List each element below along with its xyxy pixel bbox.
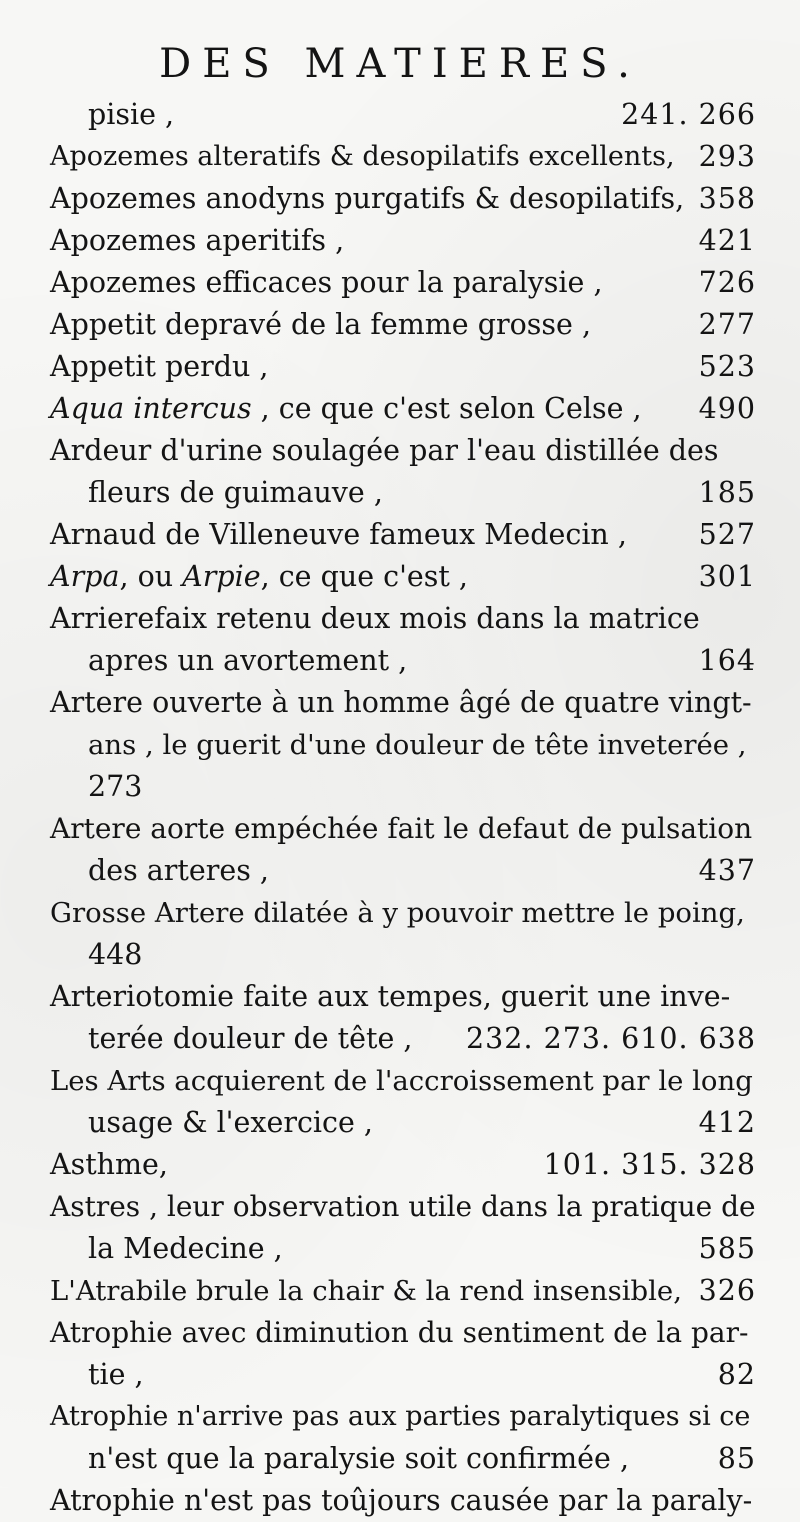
entry-text <box>50 1186 756 1228</box>
entry-text <box>50 1060 753 1102</box>
index-line <box>50 1480 756 1522</box>
entry-page-numbers: 326 <box>698 1274 756 1307</box>
entry-page-numbers: 437 <box>698 854 756 887</box>
entry-text-part: apres un avortement , <box>88 644 408 677</box>
index-line <box>50 1018 756 1060</box>
entry-text <box>50 430 719 472</box>
entry-text <box>50 556 468 598</box>
entry-page-numbers: 185 <box>698 476 756 509</box>
entry-text-part: , ou <box>119 560 183 593</box>
index-line <box>50 262 756 304</box>
entry-text-part: des arteres , <box>88 854 269 887</box>
entry-text-part: Artere aorte empéchée fait le defaut de pulsation <box>50 812 753 845</box>
entry-text-part: la Medecine , <box>88 1232 283 1265</box>
entry-text <box>88 724 747 766</box>
entry-text <box>50 136 675 178</box>
index-line <box>50 1186 756 1228</box>
entry-text-part: ans , le guerit d'une douleur de tête inveterée , <box>88 729 747 761</box>
entry-text-part: Grosse Artere dilatée à y pouvoir mettre le poing, <box>50 897 745 929</box>
entry-text-part: , ce que c'est , <box>260 560 468 593</box>
entry-text <box>50 514 627 556</box>
index-line <box>50 976 756 1018</box>
entry-text <box>50 1480 752 1522</box>
entry-text-part: Arrierefaix retenu deux mois dans la matrice <box>50 602 700 635</box>
index-line <box>50 1102 756 1144</box>
index-line <box>50 1396 756 1438</box>
entry-text-part: Apozemes alteratifs & desopilatifs excellents, <box>50 141 675 172</box>
entry-text-part: Arnaud de Villeneuve fameux Medecin , <box>50 518 627 551</box>
entry-italic-term: Arpa <box>50 560 120 593</box>
entry-text-part: 448 <box>88 938 143 971</box>
entry-text <box>88 640 407 682</box>
index-entries <box>50 94 756 1522</box>
index-line <box>50 94 756 136</box>
index-line <box>50 430 756 472</box>
entry-text <box>50 976 730 1018</box>
index-line <box>50 598 756 640</box>
entry-text-part: L'Atrabile brule la chair & la rend insensible, <box>50 1275 682 1307</box>
entry-text-part: Appetit depravé de la femme grosse , <box>50 308 591 341</box>
entry-text <box>88 850 269 892</box>
page-header: DES MATIERES. <box>159 41 641 87</box>
index-line <box>50 178 756 220</box>
index-line <box>50 220 756 262</box>
entry-text <box>50 304 591 346</box>
entry-text-part: Artere ouverte à un homme âgé de quatre vingt- <box>50 686 752 719</box>
index-line <box>50 346 756 388</box>
index-line <box>50 850 756 892</box>
entry-page-numbers: 726 <box>698 266 756 299</box>
entry-text <box>50 1270 682 1312</box>
entry-text-part: Atrophie avec diminution du sentiment de la par- <box>50 1316 749 1349</box>
entry-text-part: pisie , <box>88 98 175 131</box>
index-line <box>50 682 756 724</box>
entry-text <box>88 1228 283 1270</box>
entry-text <box>50 262 603 304</box>
entry-page-numbers: 523 <box>698 350 756 383</box>
entry-page-numbers: 82 <box>717 1358 756 1391</box>
index-line <box>50 1270 756 1312</box>
index-line <box>50 556 756 598</box>
entry-text-part: Apozemes efficaces pour la paralysie , <box>50 266 603 299</box>
entry-text <box>88 934 142 976</box>
entry-text <box>50 388 642 430</box>
entry-text-part: Ardeur d'urine soulagée par l'eau distillée des <box>50 434 719 467</box>
index-line <box>50 766 756 808</box>
entry-text-part: Asthme, <box>50 1148 168 1181</box>
index-line <box>50 304 756 346</box>
entry-page-numbers: 241. 266 <box>621 98 756 131</box>
entry-text <box>88 1438 629 1480</box>
entry-text-part: Apozemes aperitifs , <box>50 224 345 257</box>
entry-page-numbers: 358 <box>698 182 756 215</box>
entry-text <box>50 808 752 850</box>
entry-text <box>50 598 700 640</box>
entry-italic-term: Arpie <box>182 560 261 593</box>
index-line <box>50 388 756 430</box>
entry-text <box>50 1396 750 1438</box>
index-line <box>50 136 756 178</box>
entry-text <box>50 178 684 220</box>
entry-text <box>88 1018 412 1060</box>
entry-text <box>50 682 752 724</box>
entry-text-part: terée douleur de tête , <box>88 1022 413 1055</box>
entry-text <box>88 94 174 136</box>
entry-page-numbers: 101. 315. 328 <box>543 1148 756 1181</box>
entry-text-part: Arteriotomie faite aux tempes, guerit une inve- <box>50 980 731 1013</box>
entry-text-part: n'est que la paralysie soit confirmée , <box>88 1442 630 1475</box>
entry-text-part: , ce que c'est selon Celse , <box>251 392 642 425</box>
entry-page-numbers: 232. 273. 610. 638 <box>466 1022 756 1055</box>
entry-text <box>50 346 268 388</box>
entry-text-part: usage & l'exercice , <box>88 1106 373 1139</box>
entry-italic-term: Aqua intercus <box>50 392 252 425</box>
entry-text-part: Appetit perdu , <box>50 350 269 383</box>
index-line <box>50 892 756 934</box>
entry-text <box>50 892 745 934</box>
entry-page-numbers: 293 <box>698 140 756 173</box>
index-line <box>50 1438 756 1480</box>
index-line <box>50 1060 756 1102</box>
index-line <box>50 934 756 976</box>
entry-text-part: Les Arts acquierent de l'accroissement par le long <box>50 1065 753 1097</box>
index-line <box>50 472 756 514</box>
entry-page-numbers: 301 <box>698 560 756 593</box>
index-line <box>50 1354 756 1396</box>
entry-text-part: Atrophie n'arrive pas aux parties paralytiques si ce <box>50 1401 751 1432</box>
entry-text-part: Apozemes anodyns purgatifs & desopilatifs, <box>50 182 685 215</box>
entry-text-part: Astres , leur observation utile dans la pratique de <box>50 1190 756 1223</box>
entry-page-numbers: 277 <box>698 308 756 341</box>
entry-text-part: 273 <box>88 770 143 803</box>
entry-page-numbers: 527 <box>698 518 756 551</box>
index-line <box>50 724 756 766</box>
entry-text <box>88 1102 373 1144</box>
index-line <box>50 1228 756 1270</box>
index-line <box>50 808 756 850</box>
entry-page-numbers: 490 <box>698 392 756 425</box>
entry-page-numbers: 412 <box>698 1106 756 1139</box>
entry-text <box>88 472 383 514</box>
entry-page-numbers: 585 <box>698 1232 756 1265</box>
entry-page-numbers: 421 <box>698 224 756 257</box>
index-line <box>50 640 756 682</box>
entry-text <box>88 1354 144 1396</box>
index-line <box>50 514 756 556</box>
entry-page-numbers: 164 <box>698 644 756 677</box>
entry-text <box>88 766 142 808</box>
index-line <box>50 1312 756 1354</box>
entry-text <box>50 1144 168 1186</box>
index-line <box>50 1144 756 1186</box>
entry-text-part: fleurs de guimauve , <box>88 476 383 509</box>
entry-text-part: tie , <box>88 1358 144 1391</box>
entry-page-numbers: 85 <box>717 1442 756 1475</box>
entry-text <box>50 1312 748 1354</box>
entry-text <box>50 220 344 262</box>
entry-text-part: Atrophie n'est pas toûjours causée par la paraly- <box>50 1484 753 1517</box>
